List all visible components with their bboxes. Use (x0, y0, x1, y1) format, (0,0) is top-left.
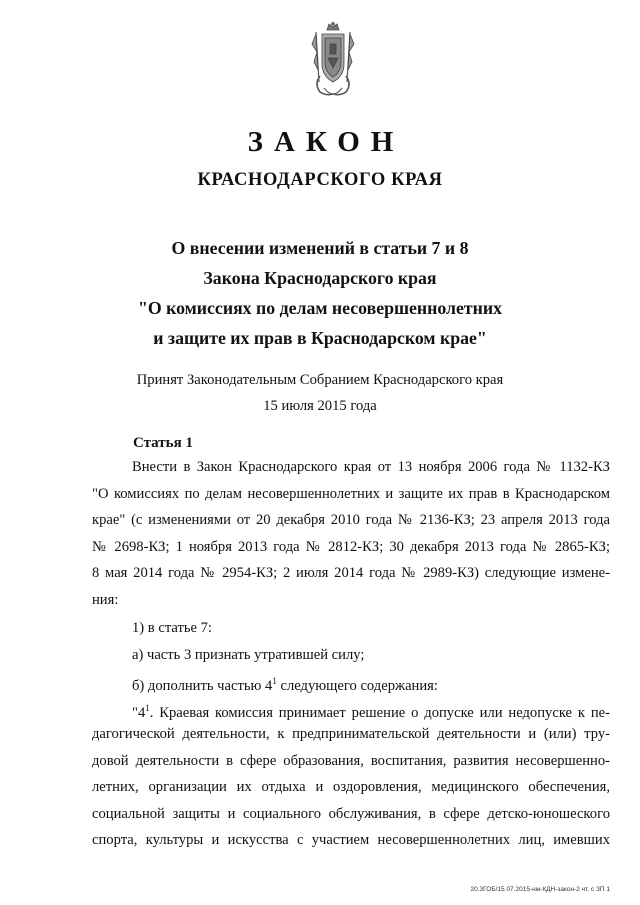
list-item (92, 668, 610, 695)
body-line: 8 мая 2014 года № 2954-КЗ; 2 июля 2014 года № 2989-КЗ) следующие измене- (92, 565, 610, 581)
subject-line: О внесении изменений в статьи 7 и 8 (171, 238, 469, 258)
law-title: ЗАКОН (247, 126, 405, 158)
subject-line: Закона Краснодарского края (203, 268, 437, 288)
quote-text: . Краевая комиссия принимает решение о допуске или недопуске к пе- (149, 704, 610, 721)
subject-line: "О комиссиях по делам несовершеннолетних (137, 298, 503, 318)
list-item: а) часть 3 признать утратившей силу; (132, 646, 365, 663)
adoption-date: 15 июля 2015 года (263, 398, 377, 414)
law-subject (0, 233, 640, 353)
quote-text: "4 (132, 704, 146, 721)
quote-line: летних, организации их отдыха и оздоровления, медицинского обеспечения, (92, 779, 610, 795)
adoption-body: Принят Законодательным Собранием Краснодарского края (136, 372, 504, 388)
body-line: ния: (92, 591, 119, 608)
list-item: 1) в статье 7: (132, 620, 212, 636)
article-heading: Статья 1 (133, 435, 193, 451)
subject-line: и защите их прав в Краснодарском крае" (153, 328, 487, 348)
krasnodar-coat-of-arms-icon (310, 22, 356, 100)
region-title: КРАСНОДАРСКОГО КРАЯ (197, 170, 443, 190)
body-line: Внести в Закон Краснодарского края от 13 ноября 2006 года № 1132-КЗ (132, 459, 610, 475)
quote-line (92, 695, 610, 722)
document-code: 20.3ГОБ/15.07.2015-нм-КДН-закон-2 чт. с ЗП 1 (470, 886, 610, 893)
superscript: 1 (272, 676, 277, 686)
body-line: "О комиссиях по делам несовершеннолетних и защите их прав в Краснодарском (92, 485, 610, 502)
quote-line: дагогической деятельности, к предпринимательской деятельности и (или) тру- (92, 726, 610, 742)
body-line: крае" (с изменениями от 20 декабря 2010 года № 2136-КЗ; 23 апреля 2013 года (92, 512, 610, 528)
quote-line: довой деятельности в сфере образования, воспитания, развития несовершенно- (92, 752, 610, 769)
quote-line: социальной защиты и социального обслуживания, в сфере детско-юношеского (92, 805, 610, 822)
adoption-note (0, 367, 640, 419)
superscript: 1 (145, 702, 150, 713)
list-item-text: б) дополнить частью 4 (132, 677, 273, 694)
body-line: № 2698-КЗ; 1 ноября 2013 года № 2812-КЗ; 30 декабря 2013 года № 2865-КЗ; (92, 538, 610, 555)
list-item-text: следующего содержания: (276, 677, 438, 694)
quote-line: спорта, культуры и искусства с участием несовершеннолетних лиц, имевших (92, 832, 610, 848)
article-body (92, 454, 610, 854)
